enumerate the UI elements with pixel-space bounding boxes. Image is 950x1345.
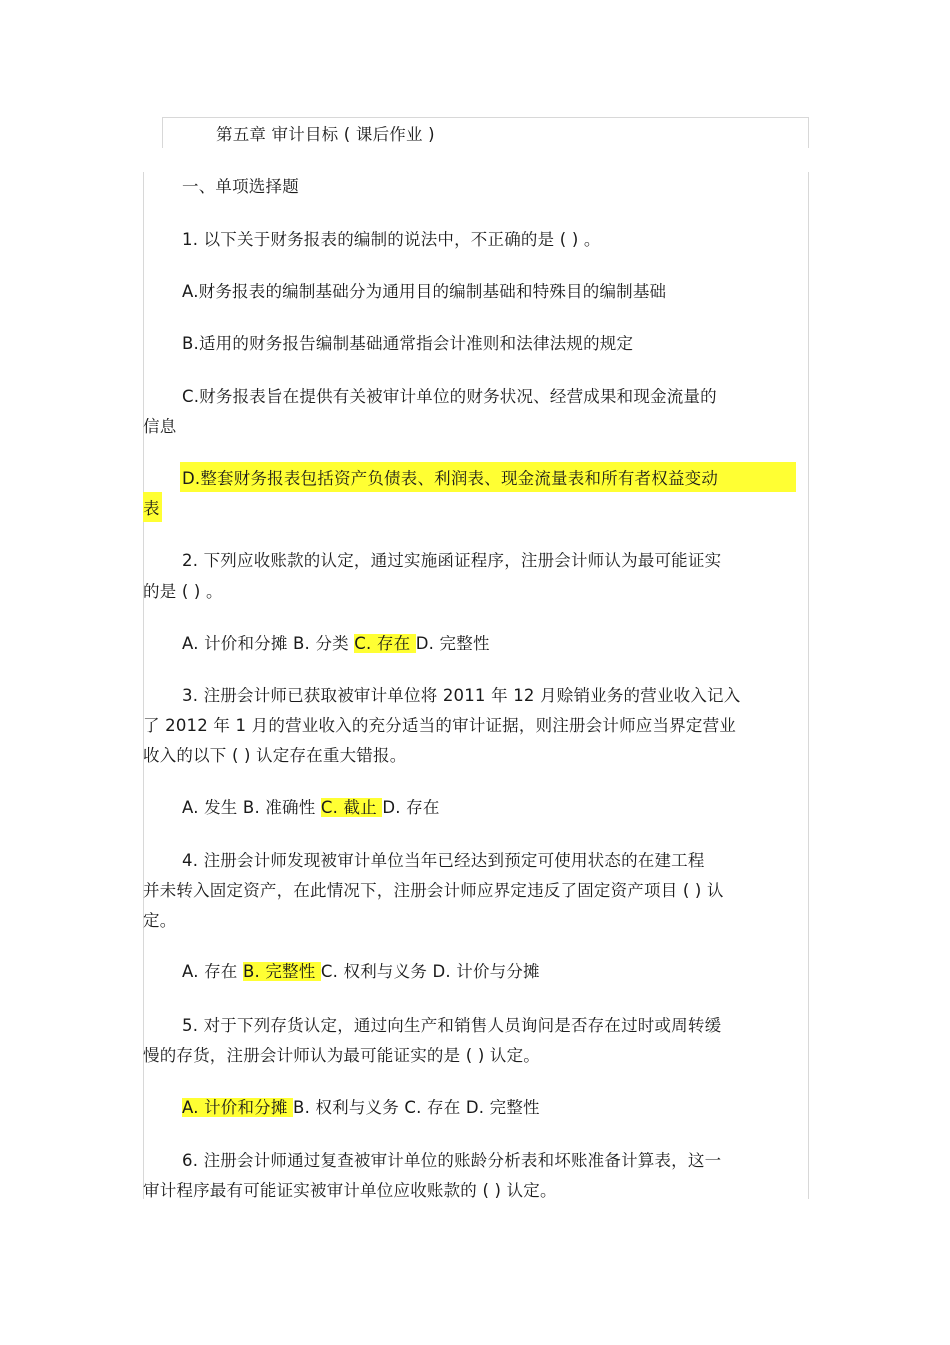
question-1-stem: 1. 以下关于财务报表的编制的说法中，不正确的是 ( ) 。 [182,230,601,249]
question-4-options [182,961,540,983]
question-1-option-d-line1: D.整套财务报表包括资产负债表、利润表、现金流量表和所有者权益变动 [182,469,719,488]
question-4-stem-line3: 定。 [143,911,177,930]
question-5-stem-line2: 慢的存货，注册会计师认为最可能证实的是 ( ) 认定。 [143,1046,541,1065]
question-3-option-a-b: A. 发生 B. 准确性 [182,798,321,817]
question-4-answer-b: B. 完整性 [242,962,321,981]
question-3-stem-line2: 了 2012 年 1 月的营业收入的充分适当的审计证据，则注册会计师应当界定营业 [143,716,736,735]
question-4-stem-line2: 并未转入固定资产，在此情况下，注册会计师应界定违反了固定资产项目 ( ) 认 [143,881,724,900]
question-1-option-c-line2: 信息 [143,417,177,436]
question-2-answer-c: C. 存在 [354,634,416,653]
question-4-option-c-d: C. 权利与义务 D. 计价与分摊 [320,962,540,981]
question-2-stem-line1: 2. 下列应收账款的认定，通过实施函证程序，注册会计师认为最可能证实 [182,551,722,570]
question-4-stem-line1: 4. 注册会计师发现被审计单位当年已经达到预定可使用状态的在建工程 [182,851,705,870]
question-3-answer-c: C. 截止 [320,798,383,817]
question-5-option-b-c-d: B. 权利与义务 C. 存在 D. 完整性 [293,1098,540,1117]
question-3-options [182,797,440,819]
question-3-stem-line1: 3. 注册会计师已获取被审计单位将 2011 年 12 月赊销业务的营业收入记入 [182,686,741,705]
question-2-option-d: D. 完整性 [415,634,490,653]
question-6-stem-line1: 6. 注册会计师通过复查被审计单位的账龄分析表和坏账准备计算表，这一 [182,1151,722,1170]
question-1-option-d-line2: 表 [143,499,160,518]
question-6-stem-line2: 审计程序最有可能证实被审计单位应收账款的 ( ) 认定。 [143,1181,557,1200]
question-1-option-a: A.财务报表的编制基础分为通用目的编制基础和特殊目的编制基础 [182,282,667,301]
question-1-option-b: B.适用的财务报告编制基础通常指会计准则和法律法规的规定 [182,334,634,353]
question-2-options [182,633,490,655]
page-title: 第五章 审计目标 ( 课后作业 ) [216,125,435,144]
question-5-options [182,1097,540,1119]
question-3-option-d: D. 存在 [382,798,440,817]
question-3-stem-line3: 收入的以下 ( ) 认定存在重大错报。 [143,746,407,765]
question-1-option-c-line1: C.财务报表旨在提供有关被审计单位的财务状况、经营成果和现金流量的 [182,387,717,406]
question-4-option-a: A. 存在 [182,962,243,981]
question-5-stem-line1: 5. 对于下列存货认定，通过向生产和销售人员询问是否存在过时或周转缓 [182,1016,722,1035]
section-heading: 一、单项选择题 [182,177,299,196]
question-5-answer-a: A. 计价和分摊 [182,1098,294,1117]
question-2-option-a-b: A. 计价和分摊 B. 分类 [182,634,355,653]
question-2-stem-line2: 的是 ( ) 。 [143,582,223,601]
